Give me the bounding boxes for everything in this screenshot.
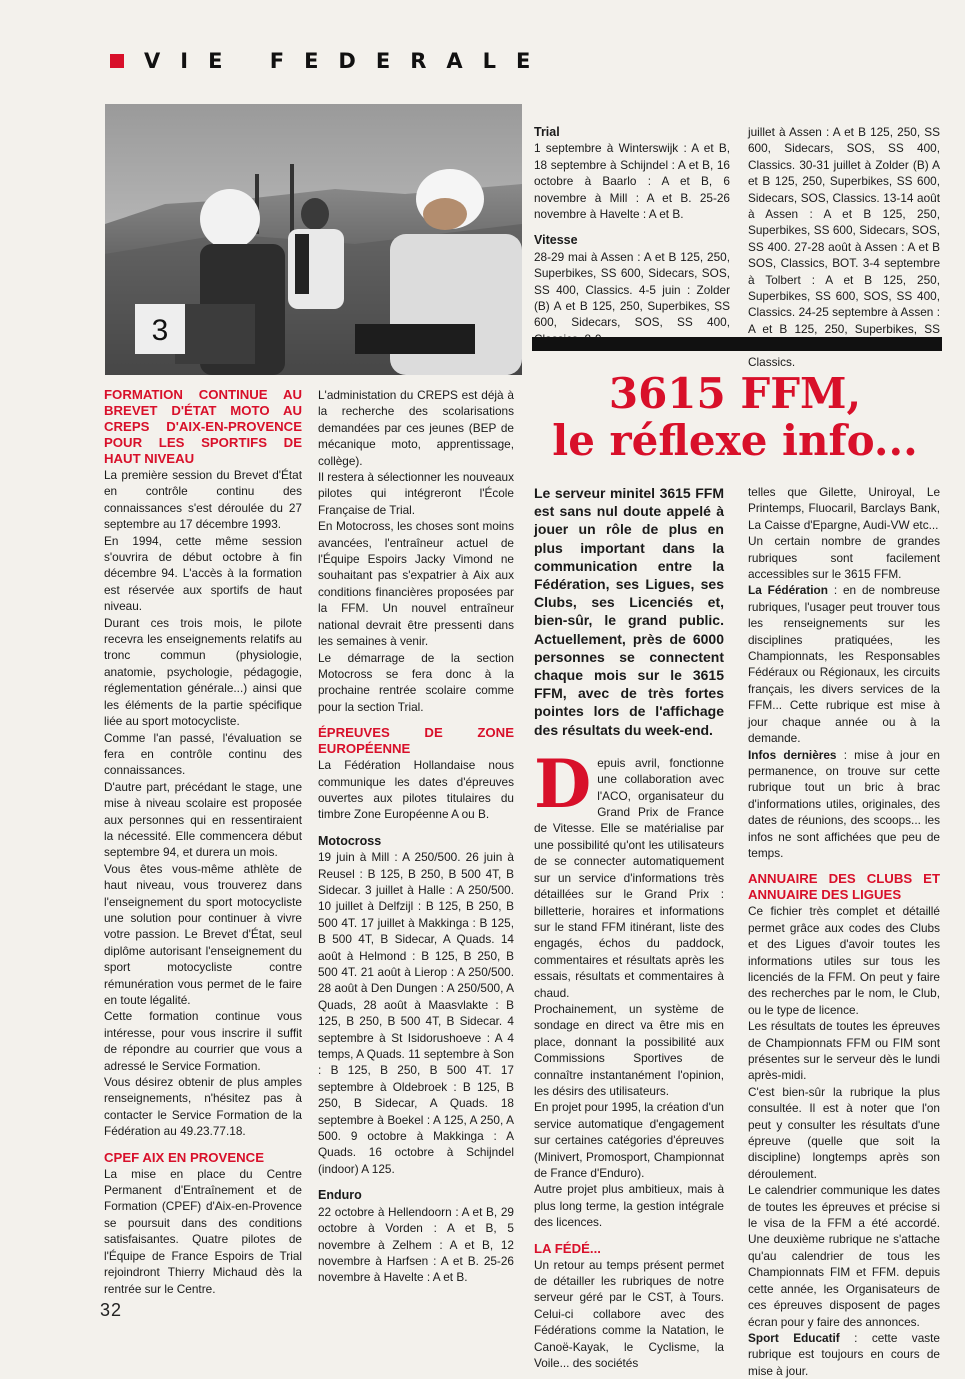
- column-formation: [104, 387, 302, 1297]
- article-paragraph: Autre projet plus ambitieux, mais à plus long terme, la gestion intégrale des licences.: [534, 1182, 724, 1230]
- plate-number: 3: [151, 314, 169, 347]
- enduro-heading: Enduro: [318, 1188, 362, 1203]
- fede-heading: LA FÉDÉ...: [534, 1240, 601, 1256]
- sport-text: : cette vaste rubrique est toujours en cours de mise à jour.: [748, 1330, 940, 1378]
- annuaire-paragraph: C'est bien-sûr la rubrique la plus consultée. Il est à noter que l'on peut y consulter les résultats d'une épreuve (quelle que soit la discipline) longtemps après son déroulement.: [748, 1084, 940, 1181]
- creps-paragraph: L'administation du CREPS est déjà à la recherche des scolarisations demandées par ces jeunes (BEP de mécanique moto, apprentissage, collège).: [318, 388, 514, 468]
- cpef-paragraph: La mise en place du Centre Permanent d'Entraînement et de Formation (CPEF) d'Aix-en-Provence se poursuit dans des conditions satisfaisantes. Quatre pilotes de l'Équipe de France Espoirs de Trial rejoindront Thierry Michaud dès la rentrée sur le Centre.: [104, 1166, 302, 1296]
- section-title: VIE FEDERALE: [144, 49, 551, 73]
- riders-photo: [105, 104, 522, 375]
- section-header: [110, 46, 550, 76]
- article-title-line1: 3615 FFM,: [608, 369, 862, 418]
- formation-heading: FORMATION CONTINUE AU BREVET D'ÉTAT MOTO AU CREPS D'AIX-EN-PROVENCE POUR LES SPORTIFS DE HAUT NIVEAU: [104, 387, 302, 466]
- formation-paragraph: D'autre part, précédant le stage, une mise à niveau scolaire est proposée aux personnes qui en ressentiraient la nécessité. Elle commencera début septembre 94, et durera un mois.: [104, 779, 302, 860]
- annuaire-paragraph: Les résultats de toutes les épreuves de Championnats FFM ou FIM sont présentes sur le serveur dès le lundi après-midi.: [748, 1019, 940, 1083]
- column-vitesse-cont: [748, 124, 940, 370]
- formation-paragraph: Vous êtes vous-même athlète de haut niveau, vous trouverez dans l'enseignement du sport motocycliste une solution pour continuer à vivre votre passion. Le Brevet d'État, seul diplôme autorisant l'enseignement du sport motocycliste contre rémunération vous permet de le faire en toute légalité.: [104, 861, 302, 1007]
- annuaire-heading: ANNUAIRE DES CLUBS ET ANNUAIRE DES LIGUES: [748, 871, 940, 903]
- cpef-heading: CPEF AIX EN PROVENCE: [104, 1149, 264, 1165]
- creps-paragraph: En Motocross, les choses sont moins avancées, l'entraîneur actuel de l'Équipe Espoirs Jacky Vimond ne souhaitant pas s'expatrier à Aix aux conditions financières proposées par la FFM. Un nouvel entraîneur national devrait être pressenti dans les semaines à venir.: [318, 519, 514, 649]
- drop-cap: D: [534, 744, 592, 823]
- federation-label: La Fédération: [748, 583, 828, 598]
- infos-text: : mise à jour en permanence, on trouve sur cette rubrique tout un bric à brac d'informations utiles, originales, des dates de réunions, des scoops... les infos ne sont affichées que peu de temps.: [748, 747, 940, 860]
- vitesse-heading: Vitesse: [534, 233, 578, 248]
- epreuves-paragraph: La Fédération Hollandaise nous communique les dates d'épreuves ouvertes aux pilotes titulaires du timbre Zone Européenne A ou B.: [318, 758, 514, 822]
- motocross-heading: Motocross: [318, 833, 382, 848]
- annuaire-paragraph: Le calendrier communique les dates de toutes les épreuves et précise si le visa de la FFM a été accordé. Une deuxième rubrique ne s'attache qu'au calendrier de tous les Championnats FIM et FFM. depuis cette année, les Organisateurs de ces épreuves disposent de pages écran pour y faire des annonces.: [748, 1183, 940, 1329]
- federation-text: : en de nombreuse rubriques, l'usager peut trouver tous les renseignements sur les disciplines pratiquées, les Championnats, les Responsables Fédéraux ou Régionaux, les circuits français, les divers services de la FFM... Cette rubrique est mise à jour chaque année ou à la demande.: [748, 583, 940, 746]
- epreuves-heading: ÉPREUVES DE ZONE EUROPÉENNE: [318, 725, 514, 757]
- formation-paragraph: Durant ces trois mois, le pilote recevra les enseignements relatifs au tronc commun (physiologie, anatomie, psychologie, pédagogie, réglementation générale...) ainsi que les éléments de la partie spécifique liée au sport motocycliste.: [104, 615, 302, 729]
- vitesse-paragraph-cont: juillet à Assen : A et B 125, 250, SS 600, Sidecars, SOS, SS 400, Classics. 30-31 juillet à Zolder (B) A et B 125, 250, Superbikes, SS 600, Sidecars, SOS, Classics. 13-14 août à Assen : A et B 125, 250, Superbikes, SS 600, Sidecars, SOS, SS 400. 27-28 août à Assen : A et B SOS, Classics, BOT. 3-4 septembre à Tolbert : A et B 125, 250, Superbikes, SS 600, SOS, SS 400, Classics. 24-25 septembre à Assen : A et B 125, 250, Superbikes, SS Classics.: [748, 125, 940, 369]
- creps-paragraph: Il restera à sélectionner les nouveaux pilotes qui intégreront l'École Française de Trial.: [318, 470, 514, 517]
- formation-paragraph: La première session du Brevet d'État en contrôle continu des connaissances s'est déroulée du 27 septembre au 17 décembre 1993.: [104, 468, 302, 532]
- annuaire-paragraph: Ce fichier très complet et détaillé permet grâce aux codes des Clubs et des Ligues d'avoir toutes les informations utiles sur tous les licenciés de la FFM. On peut y faire des recherches par le nom, le Club, ou le type de licence.: [748, 904, 940, 1017]
- photo-illustration: [105, 104, 522, 375]
- article-title-line2: le réflexe info...: [552, 416, 918, 465]
- motocross-paragraph: 19 juin à Mill : A 250/500. 26 juin à Reusel : B 125, B 250, B 500 4T, B Sidecar. 3 juillet à Halle : A 250/500. 10 juillet à Delfzijl : B 125, B 250, B 500 4T. 17 juillet à Makkinga : B 125, B 500 4T, B Sidecar, A Quads. 14 août à Helmond : B 125, B 250, B 500 4T. 21 août à Lierop : A 250/500. 28 août à Den Dungen : A 250/500, A Quads, 28 août à Maasvlakte : B 125, B 250, B 500 4T, B Sidecar. 4 septembre à St Isidorushoeve : A 4 temps, A Quads. 11 septembre à Son : B 125, B 250, B 500 4T. 17 septembre à Oldebroek : B 125, B 250, B Sidecar, A Quads. 18 septembre à Boekel : A 125, A 250, A 500. 9 octobre à Makkinga : A Quads. 16 octobre à Schijndel (indoor) A 125.: [318, 850, 514, 1176]
- column-trial-vitesse: [534, 124, 730, 347]
- creps-paragraph: Le démarrage de la section Motocross se fera donc à la prochaine rentrée scolaire comme pour la section Trial.: [318, 650, 514, 714]
- article-title: [530, 370, 940, 464]
- column-article-left: [534, 484, 724, 1371]
- page-number: 32: [100, 1300, 123, 1320]
- column-epreuves: [318, 387, 514, 1286]
- red-square-icon: [110, 54, 124, 68]
- formation-paragraph: Comme l'an passé, l'évaluation se fera en contrôle continu des connaissances.: [104, 730, 302, 778]
- article-paragraph: Prochainement, un système de sondage en direct va être mis en place, donnant la possibilité aux Commissions Sportives de connaître instantanément l'opinion, les désirs des utilisateurs.: [534, 1001, 724, 1098]
- column-article-right: [748, 484, 940, 1379]
- article-paragraph: Un certain nombre de grandes rubriques sont facilement accessibles sur le 3615 FFM.: [748, 534, 940, 582]
- formation-paragraph: Vous désirez obtenir de plus amples renseignements, n'hésitez pas à contacter le Service Formation de la Fédération au 49.23.77.18.: [104, 1075, 302, 1139]
- trial-paragraph: 1 septembre à Winterswijk : A et B, 18 septembre à Schijndel : A et B, 16 octobre à Baarlo : A et B, 6 novembre à Mill : A et B. 25-26 novembre à Havelte : A et B.: [534, 141, 730, 222]
- formation-paragraph: En 1994, cette même session s'ouvrira de début octobre à fin décembre 94. L'accès à la formation est réservée aux sportifs de haut niveau.: [104, 533, 302, 614]
- article-paragraph: epuis avril, fonctionne une collaboration avec l'ACO, organisateur du Grand Prix de France de Vitesse. Elle se matérialise par une possibilité qu'ont les utilisateurs de se connecter automatiquement sur un service d'informations très détaillées sur le Grand Prix : billetterie, horaires et informations sur le stand FFM itinérant, liste des engagés, échos du paddock, commentaires et résultats après les essais, résultats et commentaires à chaud.: [534, 755, 724, 1000]
- infos-label: Infos dernières: [748, 747, 837, 762]
- trial-heading: Trial: [534, 125, 560, 139]
- enduro-paragraph: 22 octobre à Hellendoorn : A et B, 29 octobre à Vorden : A et B, 5 novembre à Zelhem : A et B, 12 novembre à Harfsen : A et B. 25-26 novembre à Havelte : A et B.: [318, 1204, 514, 1285]
- formation-paragraph: Cette formation continue vous intéresse, pour vous inscrire il suffit de répondre au courrier que vous a adressé le Service Formation.: [104, 1009, 302, 1073]
- article-lead: Le serveur minitel 3615 FFM est sans nul doute appelé à jouer un rôle de plus en plus important dans la communication entre la Fédération, ses Ligues, ses Clubs, ses Licenciés et, bien-sûr, le grand public. Actuellement, près de 6000 personnes se connectent chaque mois sur le 3615 FFM, avec de très fortes pointes lors de l'affichage des résultats du week-end.: [534, 485, 724, 738]
- article-paragraph: En projet pour 1995, la création d'un service automatique d'engagement sur certaines catégories d'épreuves (Minivert, Promosport, Championnat de France d'Enduro).: [534, 1100, 724, 1180]
- divider-bar: [532, 337, 942, 351]
- sport-label: Sport Educatif: [748, 1330, 840, 1345]
- fede-paragraph: Un retour au temps présent permet de détailler les rubriques de notre serveur géré par le CST, à Tours. Celui-ci collabore avec des Fédérations comme la Natation, le Canoë-Kayak, le Cyclisme, la Voile... des sociétés: [534, 1257, 724, 1371]
- article-paragraph: telles que Gilette, Uniroyal, Le Printemps, Fluocaril, Barclays Bank, La Caisse d'Epargne, Audi-VW etc...: [748, 485, 940, 532]
- vitesse-paragraph: 28-29 mai à Assen : A et B 125, 250, Superbikes, SS 600, Sidecars, SOS, SS 400, Classics. 4-5 juin : Zolder (B) A et B 125, 250, Superbikes, SS 600, Sidecars, SOS, SS 400,: [534, 249, 730, 330]
